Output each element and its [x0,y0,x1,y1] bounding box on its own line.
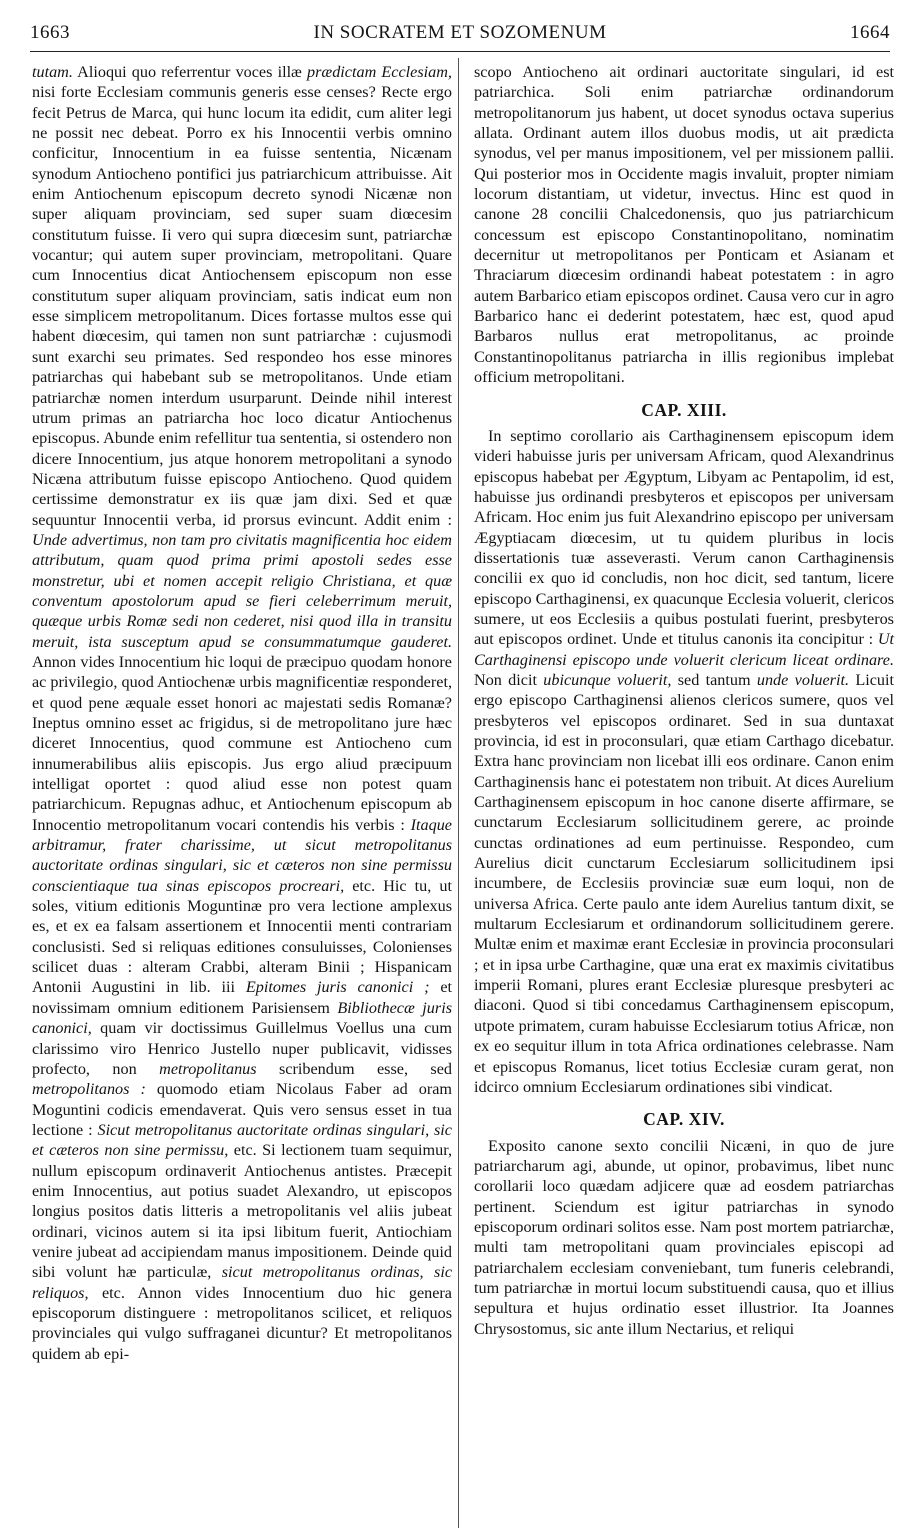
chapter-heading-xiii: CAP. XIII. [641,399,727,420]
text-run: Licuit ergo episcopo Carthaginensi alienos clericos sumere, quos vel presbyteros vel episcopos ordinaret. Sed in sua duntaxat provincia, id est in proconsulari, quæ etiam Carthago dicebatur. Extra hanc provinciam non licebat illi eos ordinare. Canon enim Carthaginensis hanc ei potestatem non tribuit. At dices Aurelium Carthaginensem episcopum in hoc canone diserte affirmare, se cunctarum Ecclesiarum sollicitudinem gerere, ac proinde cunctas ordinationes ad eum pertinuisse. Respondeo, cum Aurelius dicit cunctarum Ecclesiarum sollicitudinem ipsi incumbere, de Ecclesiis provinciæ suæ eum loqui, non de universa Africa. Certe paulo ante idem Aurelius tantum dixit, se multarum Ecclesiarum et ordinandorum sollicitudinem gerere. Multæ enim et maximæ erant Ecclesiæ in provincia proconsulari ; et in ipsa urbe Carthagine, quæ una erat ex maximis civitatibus imperii Romani, plures erant Ecclesiæ pluresque presbyteri ac diaconi. Quod si tibi concedamus Carthaginensem episcopum, utpote primatem, curam habuisse Ecclesiarum totius Africæ, non ex eo sequitur illum in tota Africa ordinationes celebrasse. Nam et episcopus Romanus, licet totius Ecclesiæ curam gerat, non idcirco omnium Ecclesiarum ordinationes sibi vindicat. [474,670,894,1096]
right-column [474,62,894,1339]
italic-run: unde voluerit. [756,670,850,689]
running-title: IN SOCRATEM ET SOZOMENUM [313,22,607,43]
paragraph [474,1136,894,1339]
paragraph [32,62,452,1364]
paragraph [474,62,894,388]
italic-run: sicut metropolitanus ordinas, sic reliquos, [32,1263,452,1302]
text-run: et novissimam omnium editionem Parisiensem [32,978,452,1017]
left-column [32,62,452,1364]
italic-run: Itaque arbitramur, frater charissime, ut sicut metropolitanus auctoritate ordinas singulari, sic et cæteros non sine permissu conscientiaque tua sinas episcopos procreari, [32,815,452,895]
text-run: quam vir doctissimus Guillelmus Voellus una cum clarissimo viro Henrico Justello nuper publicavit, vidisses profecto, non [32,1019,452,1078]
italic-run: metropolitanos : [32,1080,146,1099]
text-run: Non dicit [474,670,544,689]
text-run: Exposito canone sexto concilii Nicæni, in quo de jure patriarcharum agi, abunde, ut opinor, probavimus, libet nunc corollarii loco quædam adjicere quæ ad eosdem patriarchas pertinent. Sciendum est igitur patriarchas in synodo episcoporum ordinari solitos esse. Nam post mortem patriarchæ, multi tam metropolitani quam provinciales episcopi ad patriarchalem ecclesiam conveniebant, tum funeris celebrandi, tum patriarchæ in mortui locum substituendi causa, quo et illius sepultura et hujus ordinatio esset illustrior. Ita Joannes Chrysostomus, sic ante illum Nectarius, et reliqui [474,1136,894,1338]
chapter-heading-xiv: CAP. XIV. [643,1109,725,1130]
page-number-right: 1664 [850,22,890,43]
text-run: quomodo etiam Nicolaus Faber ad oram Moguntini codicis emendaverat. Quis vero sensus esset in tua lectione : [32,1080,452,1139]
italic-run: Unde advertimus, non tam pro civitatis magnificentia hoc eidem attributum, quam quod prima primi apostoli sedes esse monstretur, ubi et nomen accepit religio Christiana, et quæ conventum apostolorum apud se fieri celeberrimum meruit, quæque urbis Romæ sedi non cederet, nisi quod illa in transitu meruit, ista susceptum apud se consummatumque gauderet. [32,530,452,651]
italic-run: Sicut metropolitanus auctoritate ordinas singulari, sic et cæteros non sine permissu, [32,1120,452,1160]
italic-run: prædictam Ecclesiam, [307,63,452,81]
italic-run: metropolitanus [159,1059,257,1078]
text-run: Alioqui quo referrentur voces illæ [72,63,308,81]
paragraph [474,426,894,1097]
page-header [30,22,890,52]
italic-run: tutam. [32,63,73,81]
text-run: Annon vides Innocentium hic loqui de præcipuo quodam honore ac privilegio, quod Antiochenæ urbis magnificentiæ responderet, et quod pene æquale esset honori ac majestati sedis Romanæ? Ineptus omnino esset ac frigidus, si de metropolitano jure hæc diceret Innocentius, quod commune est Antiocheno cum innumerabilibus aliis episcopis. Jus ergo aliud præcipuum intelligat oportet : quod aliud esse non potest quam patriarchicum. Repugnas adhuc, et Antiochenum episcopum ab Innocentio metropolitanum vocari contendis his verbis : [32,652,452,834]
text-run: etc. Hic tu, ut soles, vitium editionis Moguntinæ pro vera lectione amplexus es, et ex ea falsam assertionem et Innocentii menti contrariam conclusisti. Sed si reliquas editiones consuluisses, Colonienses scilicet duas : alteram Crabbi, alteram Binii ; Hispanicam Antonii Augustini in lib. iii [32,876,452,997]
text-run: scribendum esse, sed [256,1059,452,1078]
header-rule [30,51,890,52]
page-number-left: 1663 [30,22,70,43]
italic-run: Epitomes juris canonici ; [245,978,430,997]
text-run: etc. Si lectionem tuam sequimur, nullum episcopum ordinaverit Antiochenus antistes. Præcepit enim Innocentius, aut potius suadet Alexandro, ut episcopos longius positos datis litteris a metropolitanis vel aliis jubeat ordinari, vicinos autem si ita ipsi libitum fuerit, Antiochiam venire jubeat ad accipiendam manus impositionem. Deinde quid sibi volunt hæ particulæ, [32,1141,452,1282]
column-divider [458,58,459,1528]
italic-run: Bibliothecæ juris canonici, [32,998,452,1038]
text-run: nisi forte Ecclesiam communis generis esse censes? Recte ergo fecit Petrus de Marca, qui hunc locum ita edidit, cum aliter legi ne possit nec debeat. Porro ex his Innocentii verbis omnino conficitur, Innocentium in ea fuisse sententia, Nicænam synodum Antiocheno pontifici jus patriarchicum attribuisse. Ait enim Antiochenum episcopum decreto synodi Nicænæ non super aliquam provinciam, sed super suam diœcesim constitutum fuisse. Ii vero qui supra diœcesim sunt, patriarchæ vocantur; qui autem super provinciam, metropolitani. Quare cum Innocentius dicat Antiochensem episcopum non esse constitutum super aliquam provinciam, satis indicat eum non esse simplicem metropolitanum. Dices fortasse multos esse qui habent diœcesim, qui tamen non sunt patriarchæ : cujusmodi sunt exarchi seu primates. Sed respondeo hos esse minores patriarchas qui habebant sub se metropolitanos. Unde etiam patriarchæ nomen interdum usurparunt. Deinde nihil interest utrum primas an patriarcha hoc loco dicatur Antiochenus episcopus. Abunde enim refellitur tua sententia, si ostendero non dicere Innocentium, jus atque honorem metropolitani a synodo Nicæna attributum fuisse episcopo Antiocheno. Quod quidem certissime demonstratur ex iis quæ jam dixi. Sed et quæ sequuntur Innocentii verba, id prorsus evincunt. Addit enim : [32,83,452,529]
text-run: sed tantum [671,670,757,689]
italic-run: ubicunque voluerit, [543,670,672,689]
text-run: In septimo corollario ais Carthaginensem episcopum idem videri habuisse juris per universam Africam, quod Alexandrinus episcopus habebat per Ægyptum, Libyam ac Pentapolim, id est, habuisse jus ordinandi presbyteros et episcopos per universam Africam. Hoc enim jus fuit Alexandrino episcopo per universam Ægyptiacam diœcesim, ut tu quidem pluribus in locis dissertationis tuæ asseverasti. Verum canon Carthaginensis concilii ex quo id concludis, non hoc dicit, sed tantum, licere episcopo Carthaginensi, ex quacunque Ecclesia voluerit, clericos sumere, ut eos Ecclesiis a quibus postulati fuerint, presbyteros aut episcopos ordinet. Unde et titulus canonis ita concipitur : [474,426,894,649]
text-run: etc. Annon vides Innocentium duo hic genera episcoporum distinguere : metropolitanos scilicet, et reliquos provinciales qui vulgo suffraganei dicuntur? Et metropolitanos quidem ab epi- [32,1283,452,1363]
italic-run: Ut Carthaginensi episcopo unde voluerit clericum liceat ordinare. [474,630,894,669]
text-run: scopo Antiocheno ait ordinari auctoritate singulari, id est patriarchica. Soli enim patriarchæ ordinandorum metropolitanorum jus habent, ut docet synodus octava superius allata. Ordinant autem illos duobus modis, ut ait prædicta synodus, vel per manus impositionem, vel per missionem pallii. Qui posterior mos in Occidente magis invaluit, propter nimiam locorum distantiam, ut videtur, invectus. Hinc est quod in canone 28 concilii Chalcedonensis, quo jus patriarchicum concessum est episcopo Constantinopolitano, nominatim decernitur ut metropolitanos per Ponticam et Asianam et Thraciarum diœcesim ordinandi habeat potestatem : in agro autem Barbarico etiam episcopos ordinet. Causa vero cur in agro Barbarico hanc ei dederint potestatem, hæc est, quod apud Barbaros nullus erat metropolitanus, ac proinde Constantinopolitanus patriarcha in illis regionibus implebat officium metropolitani. [474,63,894,387]
